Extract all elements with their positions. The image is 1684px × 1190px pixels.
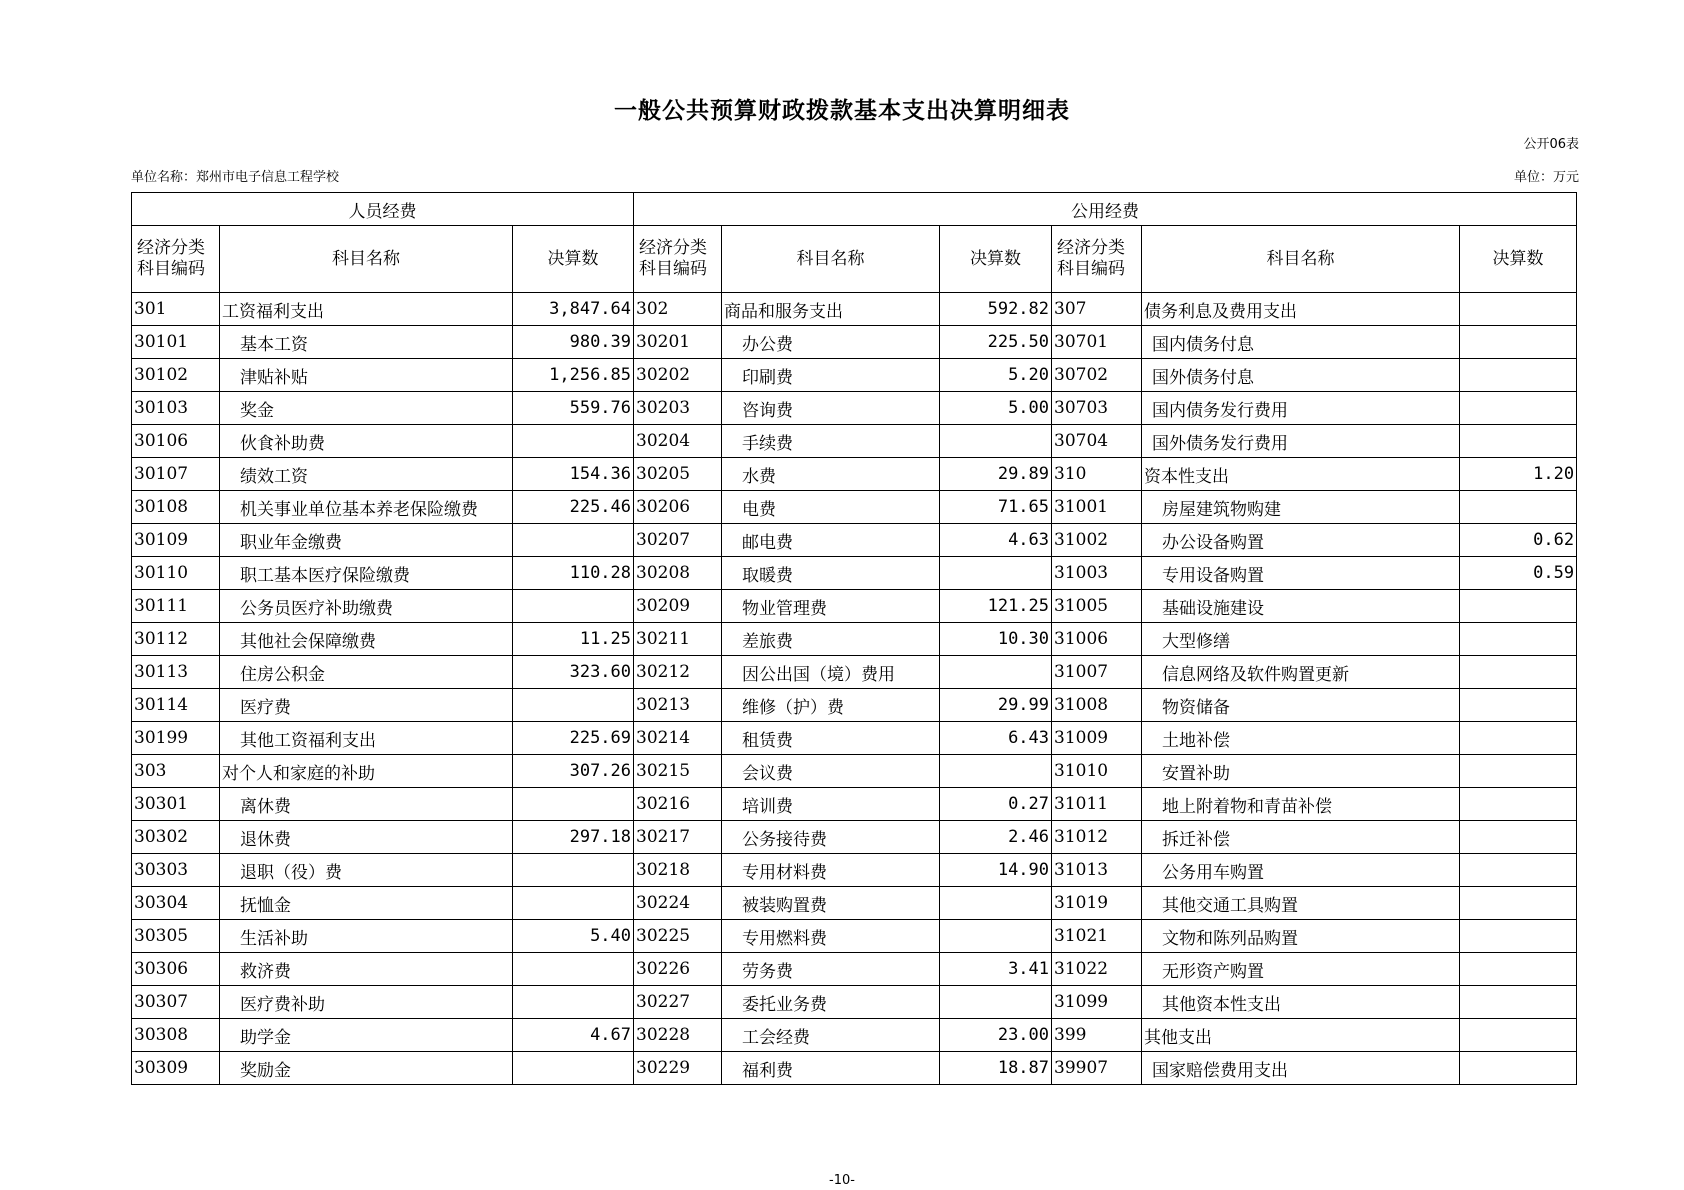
table-row — [132, 821, 1577, 854]
code-cell: 30211 — [634, 623, 722, 656]
table-row — [132, 425, 1577, 458]
code-cell: 30703 — [1052, 392, 1142, 425]
code-cell: 30209 — [634, 590, 722, 623]
amount-cell: 4.63 — [940, 524, 1052, 557]
amount-cell — [1460, 491, 1577, 524]
amount-cell — [1460, 722, 1577, 755]
amount-cell: 297.18 — [513, 821, 634, 854]
name-cell: 医疗费补助 — [220, 986, 513, 1019]
amount-cell: 18.87 — [940, 1052, 1052, 1085]
name-cell: 水费 — [722, 458, 940, 491]
code-cell: 30213 — [634, 689, 722, 722]
code-cell: 302 — [634, 293, 722, 326]
code-cell: 30109 — [132, 524, 220, 557]
table-row — [132, 887, 1577, 920]
name-cell: 文物和陈列品购置 — [1142, 920, 1460, 953]
header-code: 经济分类 科目编码 — [634, 226, 722, 293]
name-cell: 抚恤金 — [220, 887, 513, 920]
name-cell: 安置补助 — [1142, 755, 1460, 788]
code-cell: 31008 — [1052, 689, 1142, 722]
column-header-row — [132, 226, 1577, 293]
amount-cell — [940, 557, 1052, 590]
code-cell: 30704 — [1052, 425, 1142, 458]
code-cell: 31099 — [1052, 986, 1142, 1019]
amount-cell: 1,256.85 — [513, 359, 634, 392]
name-cell: 地上附着物和青苗补偿 — [1142, 788, 1460, 821]
name-cell: 国内债务付息 — [1142, 326, 1460, 359]
code-cell: 30201 — [634, 326, 722, 359]
header-name: 科目名称 — [220, 226, 513, 293]
code-cell: 30305 — [132, 920, 220, 953]
name-cell: 职工基本医疗保险缴费 — [220, 557, 513, 590]
code-cell: 30214 — [634, 722, 722, 755]
code-cell: 30218 — [634, 854, 722, 887]
name-cell: 专用燃料费 — [722, 920, 940, 953]
amount-cell — [1460, 392, 1577, 425]
amount-cell: 154.36 — [513, 458, 634, 491]
amount-cell — [1460, 656, 1577, 689]
name-cell: 拆迁补偿 — [1142, 821, 1460, 854]
name-cell: 专用设备购置 — [1142, 557, 1460, 590]
amount-cell — [513, 953, 634, 986]
name-cell: 取暖费 — [722, 557, 940, 590]
header-name: 科目名称 — [722, 226, 940, 293]
code-cell: 30203 — [634, 392, 722, 425]
amount-cell — [1460, 425, 1577, 458]
name-cell: 国外债务付息 — [1142, 359, 1460, 392]
code-cell: 30225 — [634, 920, 722, 953]
code-cell: 31021 — [1052, 920, 1142, 953]
amount-cell: 1.20 — [1460, 458, 1577, 491]
amount-cell: 5.40 — [513, 920, 634, 953]
code-cell: 307 — [1052, 293, 1142, 326]
amount-cell: 0.27 — [940, 788, 1052, 821]
name-cell: 债务利息及费用支出 — [1142, 293, 1460, 326]
amount-cell — [1460, 953, 1577, 986]
code-cell: 30301 — [132, 788, 220, 821]
code-cell: 30204 — [634, 425, 722, 458]
amount-cell — [940, 656, 1052, 689]
header-code: 经济分类 科目编码 — [132, 226, 220, 293]
code-cell: 30107 — [132, 458, 220, 491]
name-cell: 房屋建筑物购建 — [1142, 491, 1460, 524]
code-cell: 30217 — [634, 821, 722, 854]
code-cell: 301 — [132, 293, 220, 326]
code-cell: 30114 — [132, 689, 220, 722]
amount-cell — [513, 590, 634, 623]
name-cell: 物资储备 — [1142, 689, 1460, 722]
name-cell: 办公费 — [722, 326, 940, 359]
code-cell: 31002 — [1052, 524, 1142, 557]
name-cell: 奖金 — [220, 392, 513, 425]
name-cell: 差旅费 — [722, 623, 940, 656]
code-cell: 30308 — [132, 1019, 220, 1052]
code-cell: 30205 — [634, 458, 722, 491]
page-number: -10- — [829, 1173, 855, 1188]
amount-cell — [1460, 1052, 1577, 1085]
group-personnel: 人员经费 — [132, 193, 634, 226]
table-row — [132, 359, 1577, 392]
table-row — [132, 392, 1577, 425]
amount-cell — [940, 887, 1052, 920]
amount-cell — [1460, 590, 1577, 623]
amount-cell: 323.60 — [513, 656, 634, 689]
name-cell: 培训费 — [722, 788, 940, 821]
amount-cell: 3.41 — [940, 953, 1052, 986]
name-cell: 其他工资福利支出 — [220, 722, 513, 755]
amount-cell — [940, 986, 1052, 1019]
name-cell: 劳务费 — [722, 953, 940, 986]
code-cell: 31001 — [1052, 491, 1142, 524]
amount-cell: 3,847.64 — [513, 293, 634, 326]
amount-cell — [1460, 359, 1577, 392]
name-cell: 物业管理费 — [722, 590, 940, 623]
table-row — [132, 689, 1577, 722]
code-cell: 30307 — [132, 986, 220, 1019]
amount-cell — [1460, 854, 1577, 887]
amount-cell: 5.00 — [940, 392, 1052, 425]
code-cell: 30309 — [132, 1052, 220, 1085]
table-row — [132, 1019, 1577, 1052]
code-cell: 30306 — [132, 953, 220, 986]
name-cell: 生活补助 — [220, 920, 513, 953]
name-cell: 公务员医疗补助缴费 — [220, 590, 513, 623]
name-cell: 资本性支出 — [1142, 458, 1460, 491]
name-cell: 伙食补助费 — [220, 425, 513, 458]
name-cell: 会议费 — [722, 755, 940, 788]
name-cell: 奖励金 — [220, 1052, 513, 1085]
name-cell: 手续费 — [722, 425, 940, 458]
name-cell: 津贴补贴 — [220, 359, 513, 392]
name-cell: 国内债务发行费用 — [1142, 392, 1460, 425]
code-cell: 30228 — [634, 1019, 722, 1052]
name-cell: 福利费 — [722, 1052, 940, 1085]
name-cell: 基本工资 — [220, 326, 513, 359]
name-cell: 无形资产购置 — [1142, 953, 1460, 986]
table-row — [132, 524, 1577, 557]
group-public: 公用经费 — [634, 193, 1577, 226]
expenditure-table — [131, 192, 1577, 1085]
table-row — [132, 293, 1577, 326]
amount-cell — [1460, 623, 1577, 656]
amount-cell: 2.46 — [940, 821, 1052, 854]
header-name: 科目名称 — [1142, 226, 1460, 293]
name-cell: 绩效工资 — [220, 458, 513, 491]
amount-cell — [1460, 689, 1577, 722]
code-cell: 30102 — [132, 359, 220, 392]
table-row — [132, 656, 1577, 689]
amount-cell: 5.20 — [940, 359, 1052, 392]
table-row — [132, 722, 1577, 755]
code-cell: 31007 — [1052, 656, 1142, 689]
code-cell: 399 — [1052, 1019, 1142, 1052]
code-cell: 30227 — [634, 986, 722, 1019]
code-cell: 31006 — [1052, 623, 1142, 656]
amount-cell — [513, 986, 634, 1019]
name-cell: 工资福利支出 — [220, 293, 513, 326]
table-row — [132, 854, 1577, 887]
name-cell: 邮电费 — [722, 524, 940, 557]
amount-cell — [513, 689, 634, 722]
code-cell: 30206 — [634, 491, 722, 524]
table-row — [132, 623, 1577, 656]
code-cell: 30224 — [634, 887, 722, 920]
amount-cell: 225.46 — [513, 491, 634, 524]
code-cell: 30103 — [132, 392, 220, 425]
amount-cell — [513, 854, 634, 887]
amount-cell: 4.67 — [513, 1019, 634, 1052]
amount-cell — [1460, 326, 1577, 359]
page-title: 一般公共预算财政拨款基本支出决算明细表 — [614, 97, 1070, 124]
amount-cell: 29.99 — [940, 689, 1052, 722]
code-cell: 30216 — [634, 788, 722, 821]
code-cell: 30226 — [634, 953, 722, 986]
name-cell: 电费 — [722, 491, 940, 524]
name-cell: 工会经费 — [722, 1019, 940, 1052]
amount-cell — [1460, 887, 1577, 920]
amount-cell — [1460, 755, 1577, 788]
name-cell: 其他支出 — [1142, 1019, 1460, 1052]
amount-cell — [1460, 920, 1577, 953]
code-cell: 31011 — [1052, 788, 1142, 821]
name-cell: 商品和服务支出 — [722, 293, 940, 326]
header-code: 经济分类 科目编码 — [1052, 226, 1142, 293]
code-cell: 30701 — [1052, 326, 1142, 359]
name-cell: 委托业务费 — [722, 986, 940, 1019]
amount-cell: 225.50 — [940, 326, 1052, 359]
header-amount: 决算数 — [940, 226, 1052, 293]
name-cell: 印刷费 — [722, 359, 940, 392]
name-cell: 被装购置费 — [722, 887, 940, 920]
name-cell: 土地补偿 — [1142, 722, 1460, 755]
amount-cell: 980.39 — [513, 326, 634, 359]
name-cell: 国外债务发行费用 — [1142, 425, 1460, 458]
code-cell: 30207 — [634, 524, 722, 557]
unit-name: 单位名称：郑州市电子信息工程学校 — [131, 170, 340, 185]
code-cell: 30208 — [634, 557, 722, 590]
header-amount: 决算数 — [513, 226, 634, 293]
table-row — [132, 755, 1577, 788]
amount-cell: 11.25 — [513, 623, 634, 656]
amount-cell — [513, 1052, 634, 1085]
amount-cell — [513, 788, 634, 821]
code-cell: 39907 — [1052, 1052, 1142, 1085]
currency-unit: 单位：万元 — [1513, 170, 1579, 185]
amount-cell: 29.89 — [940, 458, 1052, 491]
amount-cell: 110.28 — [513, 557, 634, 590]
name-cell: 维修（护）费 — [722, 689, 940, 722]
code-cell: 31013 — [1052, 854, 1142, 887]
code-cell: 30101 — [132, 326, 220, 359]
code-cell: 31003 — [1052, 557, 1142, 590]
code-cell: 31012 — [1052, 821, 1142, 854]
amount-cell — [1460, 788, 1577, 821]
code-cell: 30212 — [634, 656, 722, 689]
name-cell: 办公设备购置 — [1142, 524, 1460, 557]
code-cell: 30215 — [634, 755, 722, 788]
code-cell: 30302 — [132, 821, 220, 854]
name-cell: 国家赔偿费用支出 — [1142, 1052, 1460, 1085]
code-cell: 31009 — [1052, 722, 1142, 755]
amount-cell — [940, 425, 1052, 458]
amount-cell: 0.62 — [1460, 524, 1577, 557]
amount-cell: 559.76 — [513, 392, 634, 425]
amount-cell — [513, 425, 634, 458]
form-number: 公开06表 — [1523, 137, 1579, 152]
code-cell: 30304 — [132, 887, 220, 920]
name-cell: 专用材料费 — [722, 854, 940, 887]
name-cell: 咨询费 — [722, 392, 940, 425]
name-cell: 基础设施建设 — [1142, 590, 1460, 623]
name-cell: 其他资本性支出 — [1142, 986, 1460, 1019]
amount-cell: 307.26 — [513, 755, 634, 788]
name-cell: 信息网络及软件购置更新 — [1142, 656, 1460, 689]
header-amount: 决算数 — [1460, 226, 1577, 293]
code-cell: 31022 — [1052, 953, 1142, 986]
code-cell: 30202 — [634, 359, 722, 392]
amount-cell — [1460, 821, 1577, 854]
name-cell: 因公出国（境）费用 — [722, 656, 940, 689]
name-cell: 职业年金缴费 — [220, 524, 513, 557]
code-cell: 31005 — [1052, 590, 1142, 623]
table-row — [132, 491, 1577, 524]
amount-cell: 225.69 — [513, 722, 634, 755]
code-cell: 30111 — [132, 590, 220, 623]
name-cell: 离休费 — [220, 788, 513, 821]
name-cell: 租赁费 — [722, 722, 940, 755]
amount-cell — [940, 755, 1052, 788]
amount-cell — [940, 920, 1052, 953]
amount-cell — [513, 887, 634, 920]
table-row — [132, 788, 1577, 821]
table-row — [132, 458, 1577, 491]
amount-cell — [1460, 293, 1577, 326]
table-row — [132, 590, 1577, 623]
amount-cell: 6.43 — [940, 722, 1052, 755]
amount-cell: 0.59 — [1460, 557, 1577, 590]
table-row — [132, 986, 1577, 1019]
amount-cell: 71.65 — [940, 491, 1052, 524]
code-cell: 31010 — [1052, 755, 1142, 788]
code-cell: 30113 — [132, 656, 220, 689]
name-cell: 其他社会保障缴费 — [220, 623, 513, 656]
name-cell: 机关事业单位基本养老保险缴费 — [220, 491, 513, 524]
name-cell: 助学金 — [220, 1019, 513, 1052]
table-row — [132, 326, 1577, 359]
name-cell: 医疗费 — [220, 689, 513, 722]
code-cell: 30229 — [634, 1052, 722, 1085]
amount-cell: 23.00 — [940, 1019, 1052, 1052]
amount-cell: 10.30 — [940, 623, 1052, 656]
amount-cell — [513, 524, 634, 557]
name-cell: 救济费 — [220, 953, 513, 986]
table-row — [132, 953, 1577, 986]
name-cell: 其他交通工具购置 — [1142, 887, 1460, 920]
code-cell: 31019 — [1052, 887, 1142, 920]
code-cell: 30199 — [132, 722, 220, 755]
name-cell: 公务用车购置 — [1142, 854, 1460, 887]
code-cell: 30110 — [132, 557, 220, 590]
table-row — [132, 1052, 1577, 1085]
code-cell: 30106 — [132, 425, 220, 458]
group-header-row — [132, 193, 1577, 226]
name-cell: 公务接待费 — [722, 821, 940, 854]
code-cell: 310 — [1052, 458, 1142, 491]
amount-cell — [1460, 1019, 1577, 1052]
table-row — [132, 920, 1577, 953]
table-row — [132, 557, 1577, 590]
name-cell: 退职（役）费 — [220, 854, 513, 887]
code-cell: 30702 — [1052, 359, 1142, 392]
name-cell: 大型修缮 — [1142, 623, 1460, 656]
amount-cell — [1460, 986, 1577, 1019]
code-cell: 303 — [132, 755, 220, 788]
amount-cell: 592.82 — [940, 293, 1052, 326]
code-cell: 30112 — [132, 623, 220, 656]
code-cell: 30303 — [132, 854, 220, 887]
name-cell: 住房公积金 — [220, 656, 513, 689]
code-cell: 30108 — [132, 491, 220, 524]
name-cell: 退休费 — [220, 821, 513, 854]
name-cell: 对个人和家庭的补助 — [220, 755, 513, 788]
amount-cell: 121.25 — [940, 590, 1052, 623]
amount-cell: 14.90 — [940, 854, 1052, 887]
